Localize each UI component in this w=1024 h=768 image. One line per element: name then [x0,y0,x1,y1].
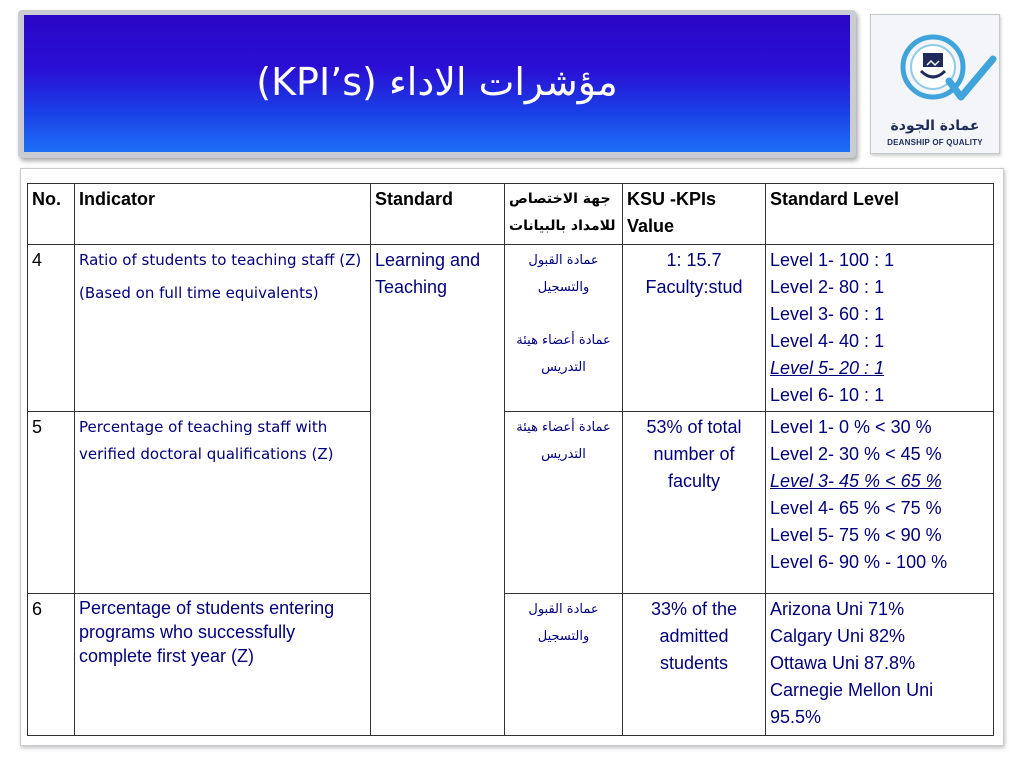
source-admission: عمادة القبول والتسجيل [528,253,599,295]
level-item: Level 6- 90 % - 100 % [770,552,948,572]
ksu-value-cell: 33% of the admitted students [623,594,766,736]
row-number: 4 [28,245,75,412]
level-item: Level 6- 10 : 1 [770,385,885,405]
level-item-highlighted: Level 3- 45 % < 65 % [770,471,942,491]
header-indicator: Indicator [75,184,371,245]
logo-arabic-text: عمادة الجودة [890,118,980,134]
source-admission: عمادة القبول والتسجيل [528,602,599,644]
level-item: Level 3- 60 : 1 [770,304,885,324]
level-item-highlighted: Level 5- 20 : 1 [770,358,885,378]
title-banner [24,15,850,152]
level-item: Level 2- 80 : 1 [770,277,885,297]
source-cell [505,412,623,594]
indicator-cell [75,245,371,412]
ksu-value-cell: 1: 15.7 Faculty:stud [623,245,766,412]
level-item: Level 5- 75 % < 90 % [770,525,942,545]
logo-english-text: DEANSHIP OF QUALITY [887,138,983,147]
indicator-cell: Percentage of students entering programs who successfully complete first year (Z) [75,594,371,736]
level-item: Ottawa Uni 87.8% [770,653,916,673]
indicator-text: Percentage of teaching staff with verified doctoral qualifications (Z) [79,418,334,463]
level-item: Arizona Uni 71% [770,599,905,619]
level-item: Carnegie Mellon Uni 95.5% [770,680,934,727]
level-item: Level 1- 100 : 1 [770,250,895,270]
row-number: 5 [28,412,75,594]
standard-level-cell [766,245,994,412]
source-faculty: عمادة أعضاء هيئة التدريس [516,420,611,462]
indicator-cell [75,412,371,594]
standard-cell: Learning and Teaching [371,245,505,736]
level-item: Level 4- 40 : 1 [770,331,885,351]
quality-emblem-icon [871,15,999,119]
level-item: Calgary Uni 82% [770,626,906,646]
standard-level-cell [766,412,994,594]
table-row [28,412,994,594]
table-row [28,594,994,736]
indicator-note: (Based on full time equivalents) [79,284,319,302]
indicator-text: Ratio of students to teaching staff (Z) [79,251,362,269]
deanship-of-quality-logo [870,14,1000,154]
source-faculty: عمادة أعضاء هيئة التدريس [516,333,611,375]
page-title: (KPI’s) مؤشرات الاداء [256,59,618,104]
level-item: Level 4- 65 % < 75 % [770,498,942,518]
ksu-value-cell: 53% of total number of faculty [623,412,766,594]
source-cell [505,594,623,736]
standard-level-cell [766,594,994,736]
header-no: No. [28,184,75,245]
header-standard: Standard [371,184,505,245]
header-ksu-value: KSU -KPIs Value [623,184,766,245]
table-row [28,245,994,412]
row-number: 6 [28,594,75,736]
kpi-table [27,183,994,736]
header-source: جهة الاختصاص للامداد بالبيانات [505,184,623,245]
level-item: Level 1- 0 % < 30 % [770,417,932,437]
header-standard-level: Standard Level [766,184,994,245]
source-cell [505,245,623,412]
level-item: Level 2- 30 % < 45 % [770,444,942,464]
table-header-row [28,184,994,245]
